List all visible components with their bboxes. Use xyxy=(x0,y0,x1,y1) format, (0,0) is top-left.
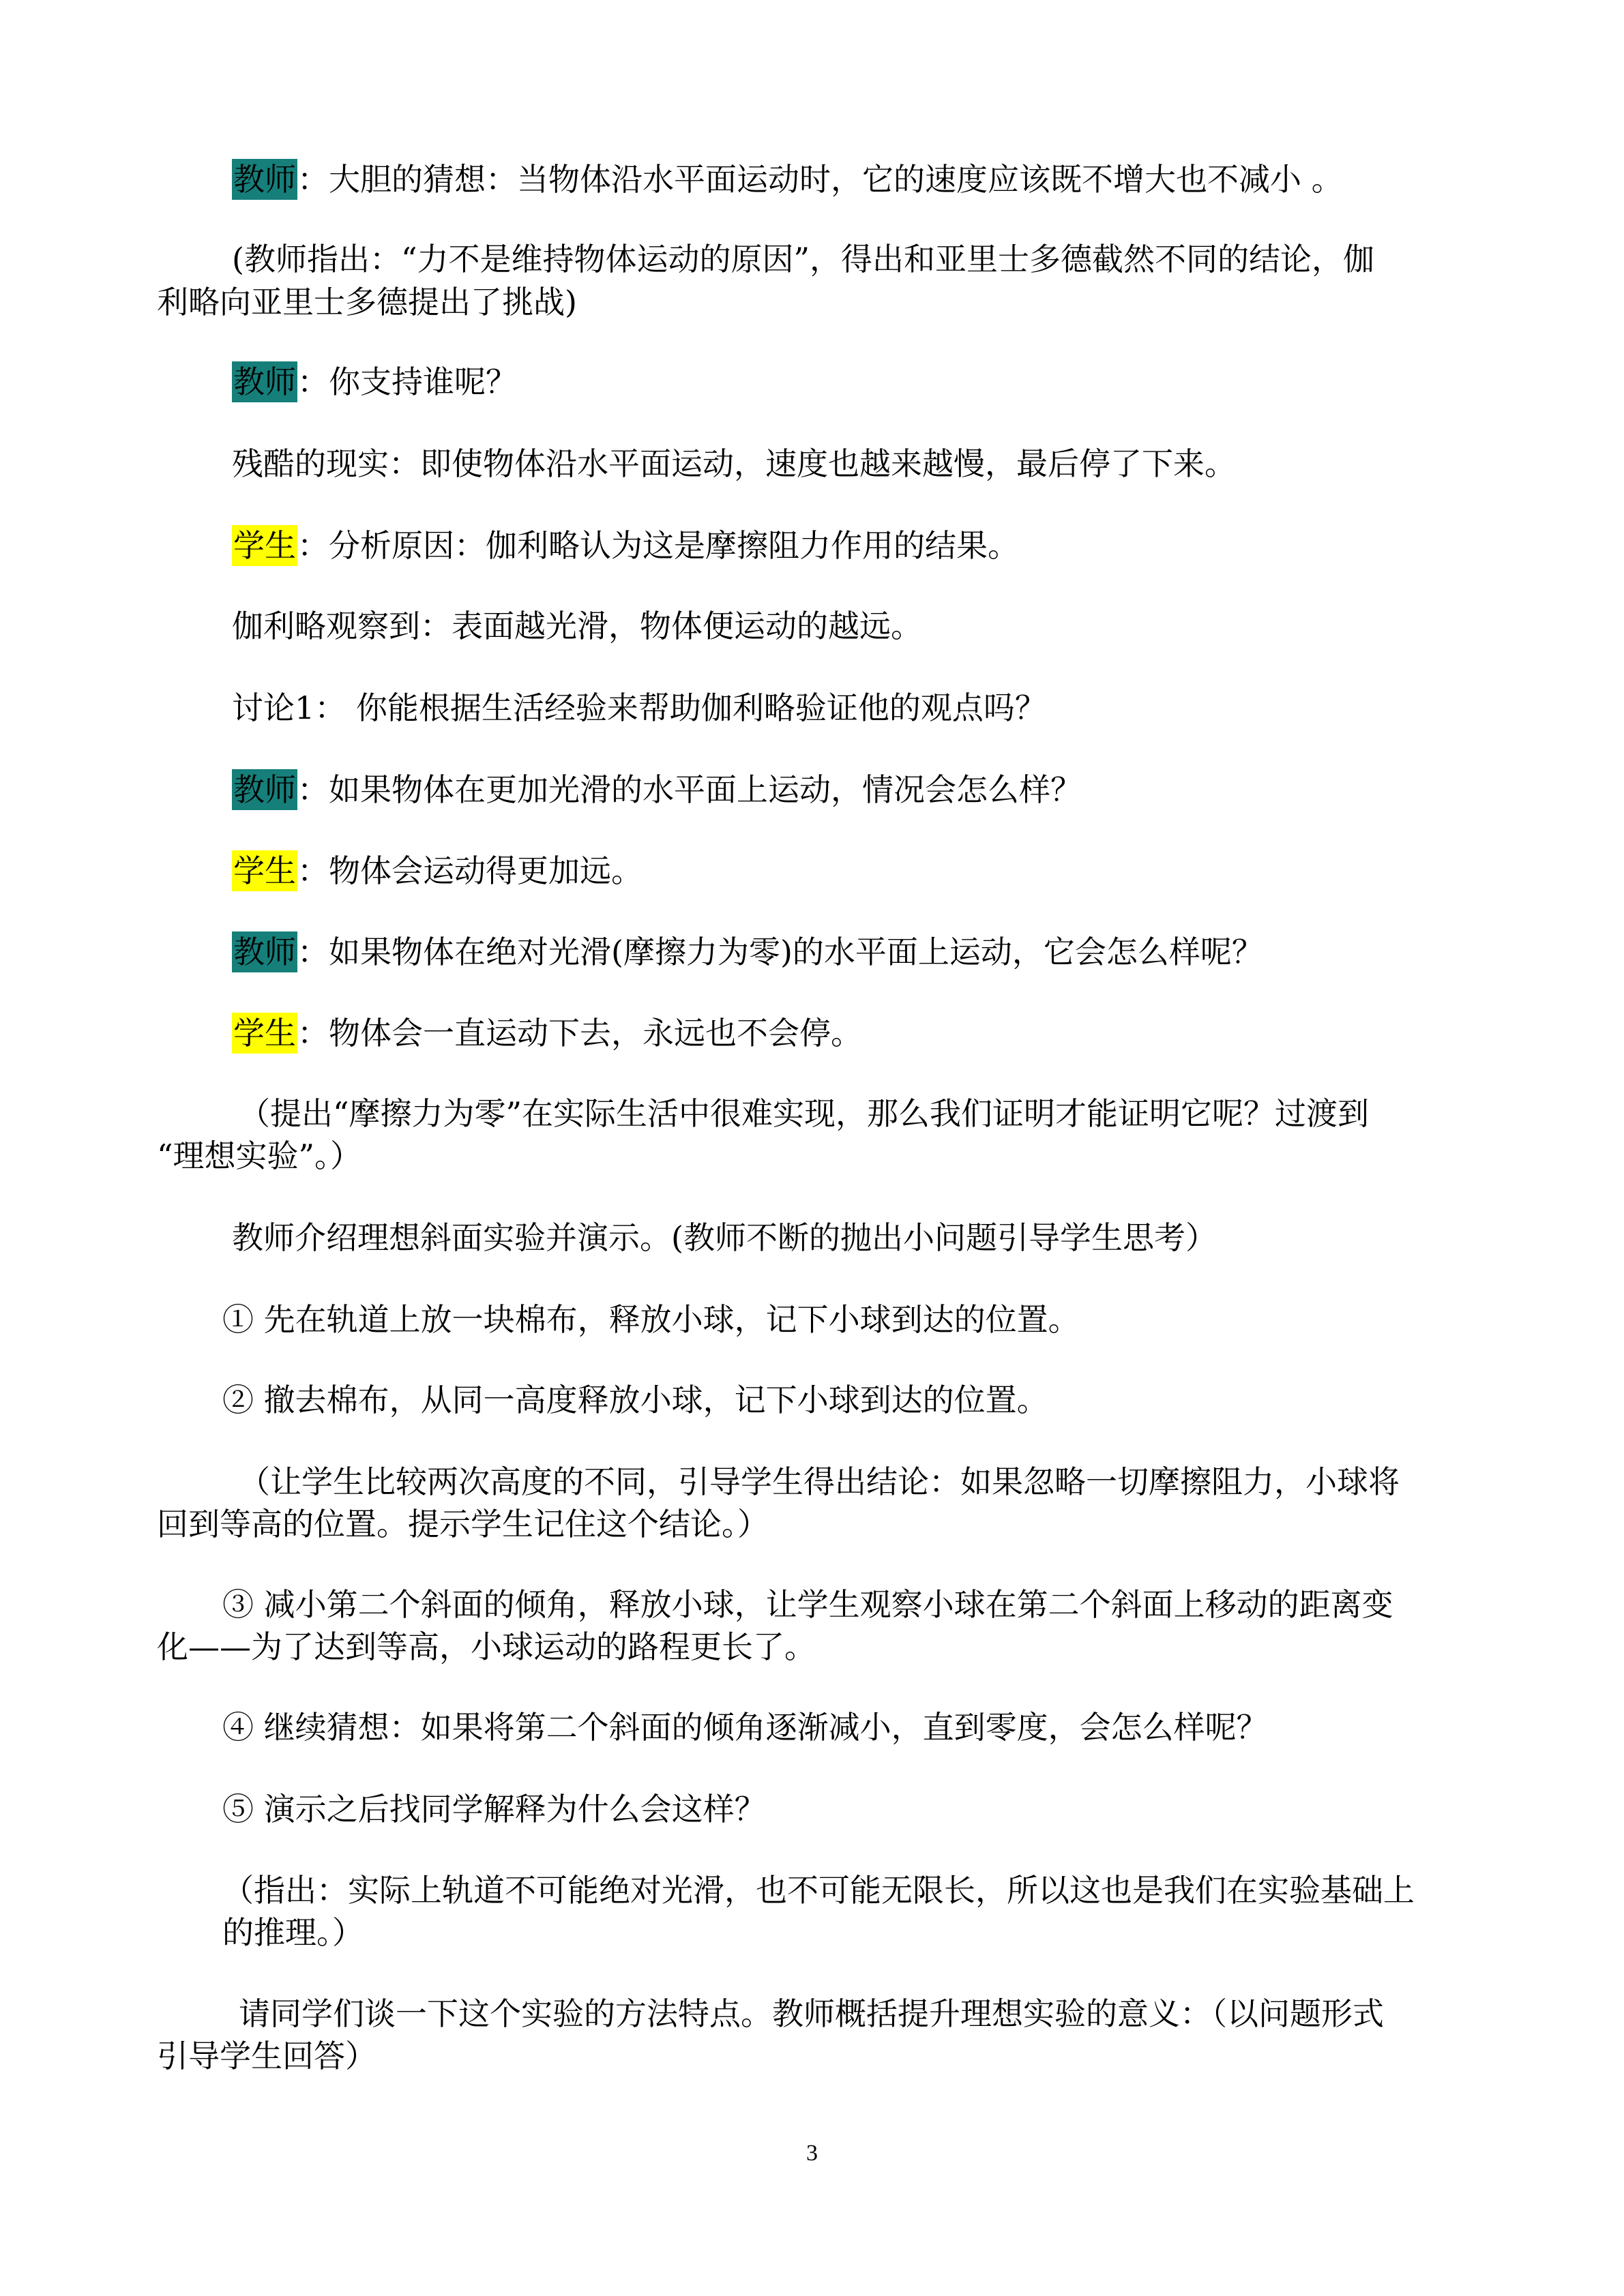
step-1: ① 先在轨道上放一块棉布，释放小球，记下小球到达的位置。 xyxy=(222,1301,1080,1338)
paragraph-note-line-2: 利略向亚里士多德提出了挑战) xyxy=(157,284,577,320)
teacher-label: 教师 xyxy=(232,931,297,972)
paragraph-conclusion-line-1: （让学生比较两次高度的不同，引导学生得出结论：如果忽略一切摩擦阻力，小球将 xyxy=(239,1463,1400,1500)
teacher-label: 教师 xyxy=(232,159,297,200)
student-label: 学生 xyxy=(232,1013,297,1054)
student-label: 学生 xyxy=(232,850,297,891)
page-number: 3 xyxy=(806,2141,818,2166)
step-4: ④ 继续猜想：如果将第二个斜面的倾角逐渐减小，直到零度，会怎么样呢？ xyxy=(222,1709,1268,1746)
step-3-line-1: ③ 减小第二个斜面的倾角，释放小球，让学生观察小球在第二个斜面上移动的距离变 xyxy=(222,1586,1393,1623)
step-5: ⑤ 演示之后找同学解释为什么会这样？ xyxy=(222,1791,766,1828)
teacher-label: 教师 xyxy=(232,769,297,810)
paragraph-student-forever: 学生：物体会一直运动下去，永远也不会停。 xyxy=(232,1013,862,1054)
paragraph-method-line-2: 引导学生回答） xyxy=(157,2038,377,2074)
paragraph-galileo-observation: 伽利略观察到：表面越光滑，物体便运动的越远。 xyxy=(232,608,922,644)
paragraph-demo-intro: 教师介绍理想斜面实验并演示。(教师不断的抛出小问题引导学生思考） xyxy=(232,1219,1217,1256)
paragraph-method-line-1: 请同学们谈一下这个实验的方法特点。教师概括提升理想实验的意义：（以问题形式 xyxy=(239,1995,1384,2032)
step-2: ② 撤去棉布，从同一高度释放小球，记下小球到达的位置。 xyxy=(222,1382,1048,1418)
student-label: 学生 xyxy=(232,525,297,566)
paragraph-conclusion-line-2: 回到等高的位置。提示学生记住这个结论。） xyxy=(157,1506,769,1542)
paragraph-transition-line-1: （提出“摩擦力为零”在实际生活中很难实现，那么我们证明才能证明它呢？过渡到 xyxy=(239,1095,1370,1132)
paragraph-teacher-guess: 教师：大胆的猜想：当物体沿水平面运动时，它的速度应该既不增大也不减小 。 xyxy=(232,159,1343,200)
paragraph-reality: 残酷的现实：即使物体沿水平面运动，速度也越来越慢，最后停了下来。 xyxy=(232,445,1236,482)
step-3-line-2: 化——为了达到等高，小球运动的路程更长了。 xyxy=(157,1628,816,1665)
paragraph-note-line-1: (教师指出：“力不是维持物体运动的原因”，得出和亚里士多德截然不同的结论，伽 xyxy=(232,241,1374,278)
paragraph-discussion-1: 讨论1： 你能根据生活经验来帮助伽利略验证他的观点吗？ xyxy=(232,689,1046,726)
paragraph-reasoning-line-2: 的推理。） xyxy=(222,1914,364,1951)
paragraph-reasoning-line-1: （指出：实际上轨道不可能绝对光滑，也不可能无限长，所以这也是我们在实验基础上 xyxy=(222,1872,1415,1909)
paragraph-teacher-smoother: 教师：如果物体在更加光滑的水平面上运动，情况会怎么样？ xyxy=(232,769,1082,810)
paragraph-student-analysis: 学生：分析原因：伽利略认为这是摩擦阻力作用的结果。 xyxy=(232,525,1019,566)
teacher-label: 教师 xyxy=(232,361,297,402)
paragraph-student-farther: 学生：物体会运动得更加远。 xyxy=(232,850,643,891)
paragraph-teacher-frictionless: 教师：如果物体在绝对光滑(摩擦力为零)的水平面上运动，它会怎么样呢？ xyxy=(232,931,1263,972)
paragraph-transition-line-2: “理想实验”。） xyxy=(157,1137,362,1174)
paragraph-teacher-question: 教师：你支持谁呢？ xyxy=(232,361,517,402)
